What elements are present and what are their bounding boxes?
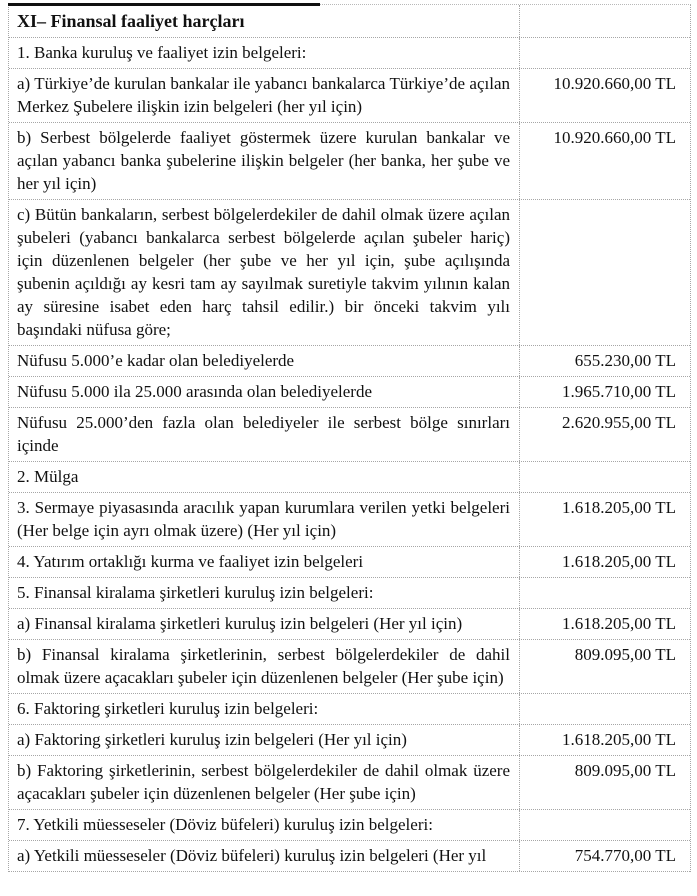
fee-description: b) Serbest bölgelerde faaliyet göstermek üzere kurulan bankalar ve açılan yabancı banka şubelerine ilişkin belgeler (her banka, her şube ve her yıl için) <box>17 128 510 193</box>
table-row <box>9 377 690 408</box>
fee-amount <box>519 462 690 492</box>
fee-description: 3. Sermaye piyasasında aracılık yapan kurumlara verilen yetki belgeleri (Her belge için ayrı olmak üzere) (Her yıl için) <box>17 498 510 540</box>
table-row <box>9 810 690 841</box>
table-row <box>9 38 690 69</box>
fee-description: Nüfusu 5.000 ila 25.000 arasında olan belediyelerde <box>17 382 373 401</box>
table-row <box>9 756 690 810</box>
fee-amount: 809.095,00 TL <box>519 756 690 809</box>
fee-amount: 2.620.955,00 TL <box>519 408 690 461</box>
fee-amount: 655.230,00 TL <box>519 346 690 376</box>
table-row <box>9 609 690 640</box>
fee-description: Nüfusu 5.000’e kadar olan belediyelerde <box>17 351 295 370</box>
fee-description: 2. Mülga <box>17 467 79 486</box>
table-row <box>9 640 690 694</box>
table-row <box>9 578 690 609</box>
fee-amount: 809.095,00 TL <box>519 640 690 693</box>
table-row <box>9 493 690 547</box>
fee-description: a) Yetkili müesseseler (Döviz büfeleri) kuruluş izin belgeleri (Her yıl <box>17 846 487 865</box>
table-header-row <box>9 5 690 38</box>
fee-amount: 1.618.205,00 TL <box>519 725 690 755</box>
table-row <box>9 200 690 346</box>
fee-amount: 1.618.205,00 TL <box>519 547 690 577</box>
fee-description: Nüfusu 25.000’den fazla olan belediyeler ile serbest bölge sınırları içinde <box>17 413 510 455</box>
table-row <box>9 346 690 377</box>
fee-description: 4. Yatırım ortaklığı kurma ve faaliyet izin belgeleri <box>17 552 364 571</box>
fee-amount <box>519 38 690 68</box>
fee-amount <box>519 200 690 345</box>
table-row <box>9 725 690 756</box>
fee-description: a) Faktoring şirketleri kuruluş izin belgeleri (Her yıl için) <box>17 730 407 749</box>
table-row <box>9 408 690 462</box>
fee-amount <box>519 694 690 724</box>
table-row <box>9 69 690 123</box>
fee-description: a) Türkiye’de kurulan bankalar ile yabancı bankalarca Türkiye’de açılan Merkez Şubelere ilişkin izin belgeleri (her yıl için) <box>17 74 510 116</box>
fee-amount: 10.920.660,00 TL <box>519 69 690 122</box>
fee-amount: 1.618.205,00 TL <box>519 493 690 546</box>
fee-amount: 754.770,00 TL <box>519 841 690 871</box>
fee-description: a) Finansal kiralama şirketleri kuruluş izin belgeleri (Her yıl için) <box>17 614 463 633</box>
fee-description: b) Finansal kiralama şirketlerinin, serbest bölgelerdekiler de dahil olmak üzere açacakları şubeler için düzenlenen belgeler (Her şube için) <box>17 645 510 687</box>
section-title: XI– Finansal faaliyet harçları <box>17 11 245 31</box>
fee-amount <box>519 578 690 608</box>
fee-amount: 10.920.660,00 TL <box>519 123 690 199</box>
table-row <box>9 123 690 200</box>
fee-description: b) Faktoring şirketlerinin, serbest bölgelerdekiler de dahil olmak üzere açacakları şubeler için düzenlenen belgeler (Her şube için) <box>17 761 510 803</box>
fee-description: 1. Banka kuruluş ve faaliyet izin belgeleri: <box>17 43 307 62</box>
table-row <box>9 841 690 872</box>
amount-cell-empty <box>519 5 690 37</box>
fees-table <box>8 4 691 872</box>
fee-description: 7. Yetkili müesseseler (Döviz büfeleri) kuruluş izin belgeleri: <box>17 815 433 834</box>
fee-description: 5. Finansal kiralama şirketleri kuruluş izin belgeleri: <box>17 583 374 602</box>
table-row <box>9 547 690 578</box>
fee-description: 6. Faktoring şirketleri kuruluş izin belgeleri: <box>17 699 319 718</box>
table-top-border <box>8 3 320 6</box>
fee-amount: 1.618.205,00 TL <box>519 609 690 639</box>
table-row <box>9 462 690 493</box>
fee-description: c) Bütün bankaların, serbest bölgelerdekiler de dahil olmak üzere açılan şubeleri (yabancı bankalarca serbest bölgelerde açılan şubeler hariç) için düzenlenen belgeler (her şube ve her yıl için, şube açılışında şubenin açıldığı ay kesri tam ay sayılmak suretiyle takvim yılının kalan ay süresine isabet eden harç tahsil edilir.) bir önceki takvim yılı başındaki nüfusa göre; <box>17 205 510 339</box>
table-row <box>9 694 690 725</box>
fee-amount <box>519 810 690 840</box>
fee-amount: 1.965.710,00 TL <box>519 377 690 407</box>
